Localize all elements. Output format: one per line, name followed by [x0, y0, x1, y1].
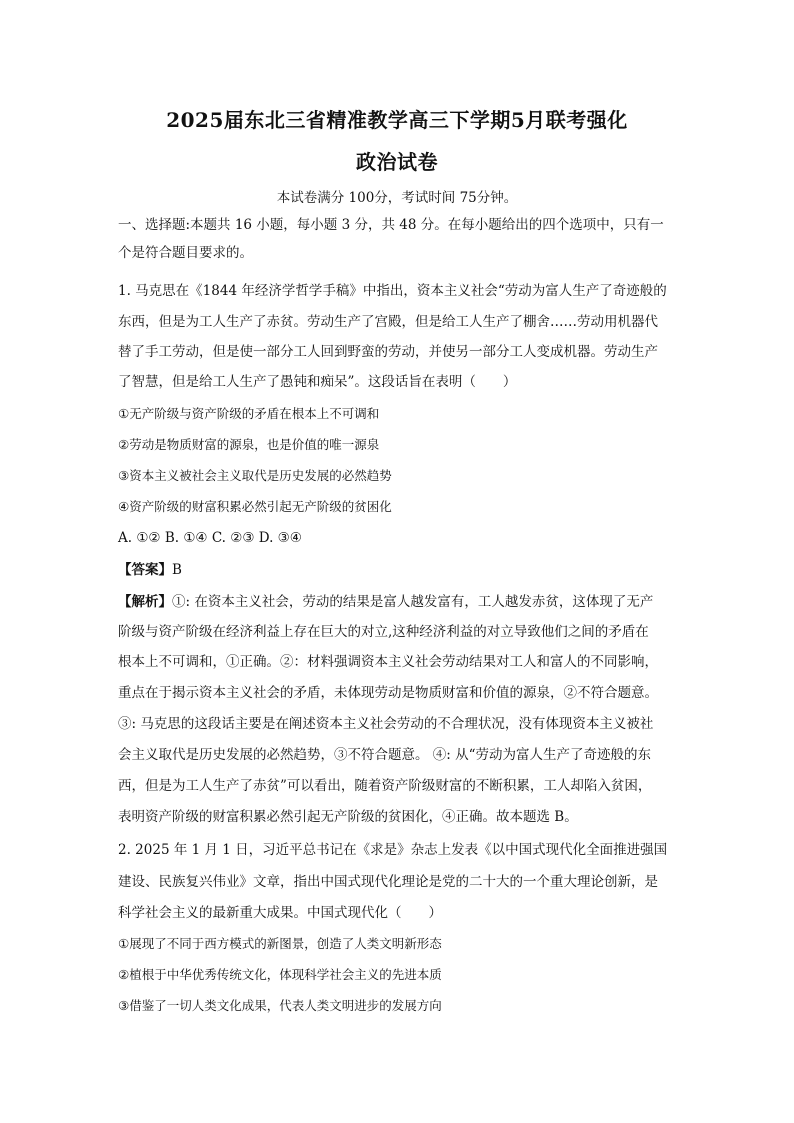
exam-title-line-1: 2025届东北三省精准教学高三下学期5月联考强化 — [166, 108, 628, 132]
question-1-analysis-line: 根本上不可调和，①正确。②：材料强调资本主义社会劳动结果对工人和富人的不同影响， — [118, 654, 658, 670]
question-1-stem-line: 了智慧，但是给工人生产了愚钝和痴呆”。这段话旨在表明（ ） — [118, 374, 517, 390]
section-intro-line: 个是符合题目要求的。 — [118, 245, 253, 261]
question-1-analysis-line: 重点在于揭示资本主义社会的矛盾，未体现劳动是物质财富和价值的源泉，②不符合题意。 — [118, 685, 658, 701]
question-2-option: ②植根于中华优秀传统文化，体现科学社会主义的先进本质 — [118, 967, 442, 982]
question-2-stem-line: 建设、民族复兴伟业》文章，指出中国式现代化理论是党的二十大的一个重大理论创新，是 — [118, 874, 658, 890]
question-1-answer — [118, 560, 678, 580]
question-1-analysis-line: 西，但是为工人生产了赤贫”可以看出，随着资产阶级财富的不断积累，工人却陷入贫困， — [118, 778, 652, 794]
exam-info: 本试卷满分 100分，考试时间 75分钟。 — [276, 190, 518, 206]
answer-label: 【答案】 — [118, 562, 172, 578]
question-2-option: ①展现了不同于西方模式的新图景，创造了人类文明新形态 — [118, 936, 442, 951]
question-2-stem-line: 2. 2025 年 1 月 1 日，习近平总书记在《求是》杂志上发表《以中国式现代化全面推进强国 — [118, 842, 668, 858]
question-1-stem-line: 东西，但是为工人生产了赤贫。劳动生产了宫殿，但是给工人生产了棚舍……劳动用机器代 — [118, 314, 658, 330]
question-1-analysis-line: 会主义取代是历史发展的必然趋势，③不符合题意。 ④: 从“劳动为富人生产了奇迹般的东 — [118, 747, 652, 763]
question-1-option: ①无产阶级与资产阶级的矛盾在根本上不可调和 — [118, 406, 380, 421]
section-intro-line: 一、选择题:本题共 16 小题，每小题 3 分，共 48 分。在每小题给出的四个选项中，只有一 — [118, 217, 664, 233]
exam-title-line-2: 政治试卷 — [356, 150, 438, 174]
question-1-option: ③资本主义被社会主义取代是历史发展的必然趋势 — [118, 468, 392, 483]
answer-value: B — [172, 562, 182, 578]
question-2-option: ③借鉴了一切人类文化成果，代表人类文明进步的发展方向 — [118, 998, 442, 1013]
analysis-label: 【解析】 — [118, 594, 172, 610]
question-2-stem-line: 科学社会主义的最新重大成果。中国式现代化（ ） — [118, 905, 442, 921]
analysis-text: ①: 在资本主义社会，劳动的结果是富人越发富有，工人越发赤贫，这体现了无产 — [172, 594, 654, 610]
question-1-option: ④资产阶级的财富积累必然引起无产阶级的贫困化 — [118, 499, 392, 514]
question-1-analysis-line: ③: 马克思的这段话主要是在阐述资本主义社会劳动的不合理状况，没有体现资本主义被社 — [118, 716, 654, 732]
question-1-analysis-line — [118, 592, 678, 612]
question-1-stem-line: 替了手工劳动，但是使一部分工人回到野蛮的劳动，并使另一部分工人变成机器。劳动生产 — [118, 344, 658, 360]
question-1-analysis-line: 阶级与资产阶级在经济利益上存在巨大的对立,这种经济利益的对立导致他们之间的矛盾在 — [118, 624, 649, 640]
question-1-analysis-line: 表明资产阶级的财富积累必然引起无产阶级的贫困化，④正确。故本题选 B。 — [118, 809, 578, 825]
question-1-option: ②劳动是物质财富的源泉，也是价值的唯一源泉 — [118, 437, 380, 452]
question-1-stem-line: 1. 马克思在《1844 年经济学哲学手稿》中指出，资本主义社会“劳动为富人生产了奇迹般的 — [118, 283, 667, 299]
question-1-choices: A. ①② B. ①④ C. ②③ D. ③④ — [118, 530, 302, 546]
